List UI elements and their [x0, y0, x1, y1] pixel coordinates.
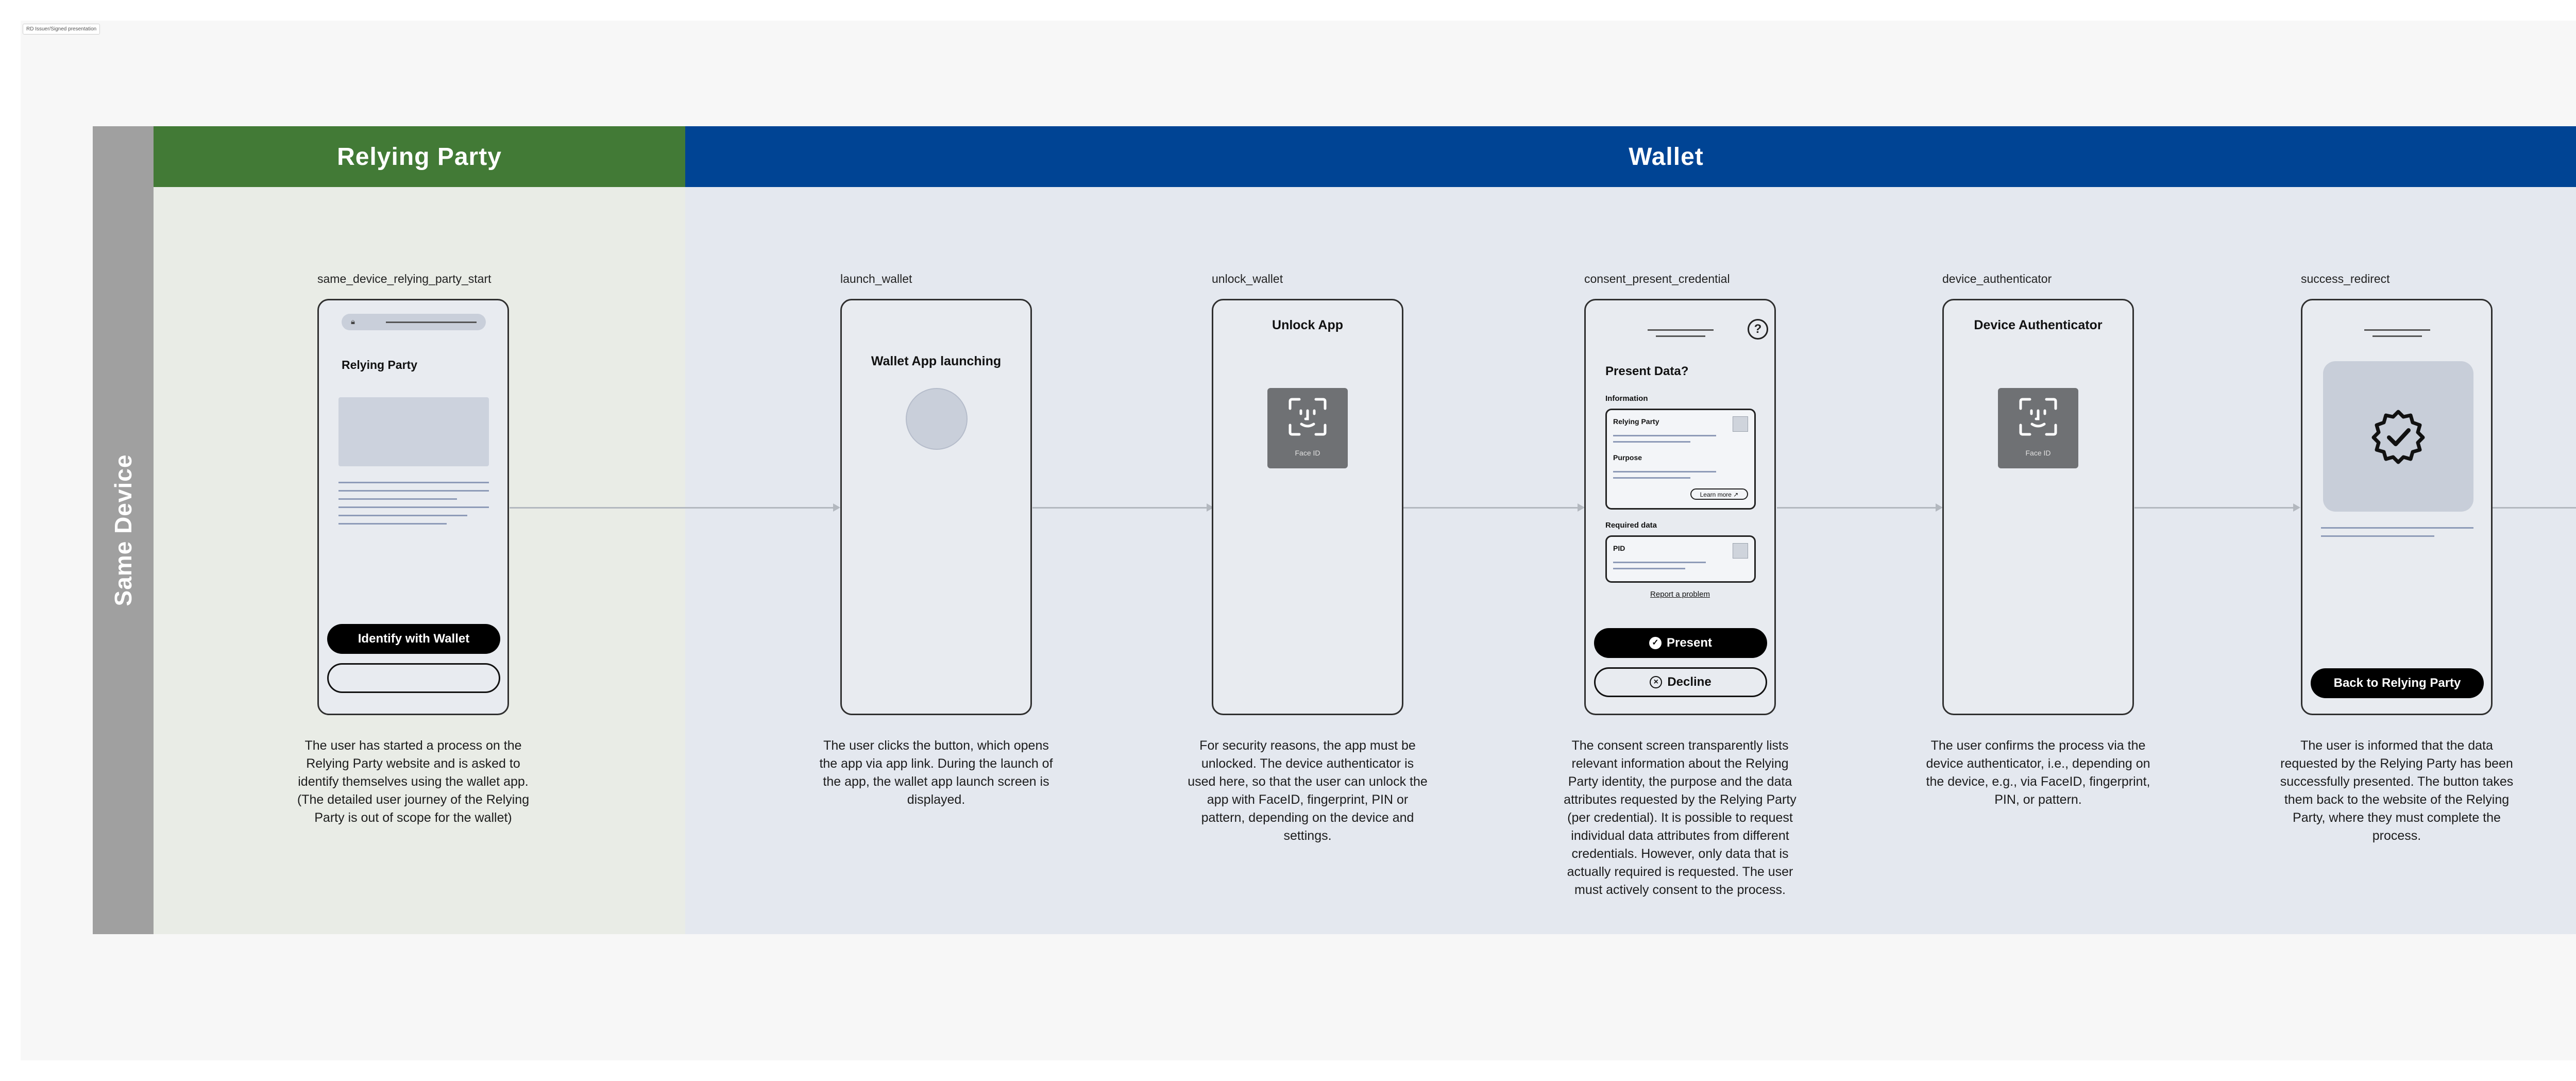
- sheet-handle: [1648, 329, 1714, 331]
- sheet-handle: [2372, 335, 2422, 337]
- lane-label: Same Device: [110, 454, 137, 606]
- decline-button[interactable]: [1594, 667, 1767, 697]
- purpose-label: Purpose: [1613, 453, 1642, 462]
- face-id-icon: [1288, 397, 1327, 436]
- text-line-placeholder: [338, 506, 489, 508]
- phone-frame-device-authenticator: [1942, 299, 2134, 715]
- screen-description: The user clicks the button, which opens the app via app link. During the launch of the app, the wallet app launch screen is displayed.: [819, 738, 1053, 807]
- required-data-card: [1605, 535, 1756, 583]
- text-line-placeholder: [338, 490, 489, 492]
- phone-frame-success: [2301, 299, 2493, 715]
- screen-description: For security reasons, the app must be unlocked. The device authenticator is used here, so that the user can unlock the app with FaceID, fingerprint, PIN or pattern, depending on the device and settings.: [1188, 738, 1428, 843]
- information-header: Information: [1605, 394, 1648, 403]
- screen-title: Unlock App: [1272, 318, 1343, 332]
- secondary-button[interactable]: [327, 663, 500, 693]
- text-line-placeholder: [1613, 568, 1685, 569]
- connector-line: [1403, 507, 1578, 509]
- band-header-wallet: Wallet: [685, 126, 2576, 187]
- text-line-placeholder: [1613, 471, 1716, 472]
- screen-id-label: unlock_wallet: [1212, 272, 1283, 285]
- checkbox[interactable]: [1733, 543, 1748, 559]
- screen-description: The consent screen transparently lists relevant information about the Relying Party identity, the purpose and the data attributes requested by the Relying Party (per credential). It is possible to request individual data attributes from different credentials. However, only data that is actually required is requested. The user must actively consent to the process.: [1564, 738, 1797, 897]
- screen-id-label: success_redirect: [2301, 272, 2390, 285]
- screen-description: The user confirms the process via the device authenticator, i.e., depending on the device, e.g., via FaceID, fingerprint, PIN, or pattern.: [1926, 738, 2150, 807]
- help-icon[interactable]: ?: [1748, 319, 1768, 340]
- back-to-relying-party-button[interactable]: Back to Relying Party: [2311, 668, 2484, 698]
- connector-line: [1032, 507, 1207, 509]
- connector-line: [2134, 507, 2293, 509]
- loading-indicator: [906, 388, 968, 450]
- text-line-placeholder: [338, 515, 467, 516]
- text-line-placeholder: [1613, 441, 1690, 443]
- connector-line: [2493, 507, 2576, 509]
- phone-frame-unlock-wallet: [1212, 299, 1403, 715]
- text-line-placeholder: [1613, 477, 1690, 479]
- text-line-placeholder: [1613, 562, 1706, 563]
- arrow-head: [1578, 503, 1585, 512]
- screen-id-label: consent_present_credential: [1584, 272, 1730, 285]
- phone-frame-relying-party-start: [317, 299, 509, 715]
- arrow-head: [1936, 503, 1943, 512]
- verified-badge-icon: [2370, 409, 2426, 464]
- screen-title: Wallet App launching: [871, 354, 1002, 368]
- connector-line: [510, 507, 833, 509]
- screen-id-label: same_device_relying_party_start: [317, 272, 492, 285]
- face-id-icon: [2019, 397, 2058, 436]
- success-illustration: [2323, 361, 2473, 512]
- board-tag: RD Issuer/Signed presentation: [23, 24, 100, 35]
- screen-title: Device Authenticator: [1974, 318, 2103, 332]
- present-button[interactable]: [1594, 628, 1767, 658]
- pid-label: PID: [1613, 544, 1625, 552]
- browser-url-bar[interactable]: [342, 314, 486, 330]
- sheet-handle: [1656, 335, 1705, 337]
- face-id-label: Face ID: [1295, 449, 1320, 457]
- information-card: [1605, 409, 1756, 510]
- checkbox[interactable]: [1733, 416, 1748, 432]
- screen-id-label: device_authenticator: [1942, 272, 2052, 285]
- text-line-placeholder: [338, 498, 457, 500]
- check-circle-icon: ✓: [1649, 637, 1662, 649]
- phone-frame-consent: [1584, 299, 1776, 715]
- arrow-head: [833, 503, 840, 512]
- text-line-placeholder: [2321, 535, 2434, 537]
- face-id-prompt[interactable]: [1998, 388, 2078, 468]
- band-header-relying-party-left: Relying Party: [154, 126, 685, 187]
- screen-id-label: launch_wallet: [840, 272, 912, 285]
- decline-button-label: Decline: [1667, 675, 1711, 689]
- lock-icon: 🔒︎: [351, 317, 355, 326]
- present-button-label: Present: [1666, 636, 1713, 650]
- screen-description: The user has started a process on the Relying Party website and is asked to identify themselves using the wallet app. (The detailed user journey of the Relying Party is out of scope for the wallet): [297, 738, 530, 825]
- face-id-prompt[interactable]: [1267, 388, 1348, 468]
- identify-with-wallet-button[interactable]: Identify with Wallet: [327, 624, 500, 654]
- text-line-placeholder: [1613, 435, 1716, 436]
- required-data-header: Required data: [1605, 521, 1657, 530]
- phone-frame-launch-wallet: [840, 299, 1032, 715]
- image-placeholder: [338, 397, 489, 466]
- text-line-placeholder: [338, 523, 447, 525]
- sheet-handle: [2364, 329, 2430, 331]
- learn-more-link[interactable]: Learn more ↗: [1690, 488, 1748, 500]
- text-line-placeholder: [2321, 527, 2473, 529]
- screen-description: The user is informed that the data requested by the Relying Party has been successfully presented. The button takes them back to the website of the Relying Party, where they must complete the process.: [2280, 738, 2514, 843]
- text-line-placeholder: [338, 482, 489, 483]
- report-problem-link[interactable]: Report a problem: [1650, 590, 1710, 599]
- face-id-label: Face ID: [2025, 449, 2051, 457]
- page-title: Relying Party: [342, 358, 417, 371]
- consent-title: Present Data?: [1605, 364, 1689, 378]
- url-placeholder-line: [386, 322, 477, 323]
- connector-line: [1777, 507, 1936, 509]
- relying-party-label: Relying Party: [1613, 417, 1659, 426]
- close-circle-icon: ×: [1650, 676, 1662, 688]
- arrow-head: [2293, 503, 2300, 512]
